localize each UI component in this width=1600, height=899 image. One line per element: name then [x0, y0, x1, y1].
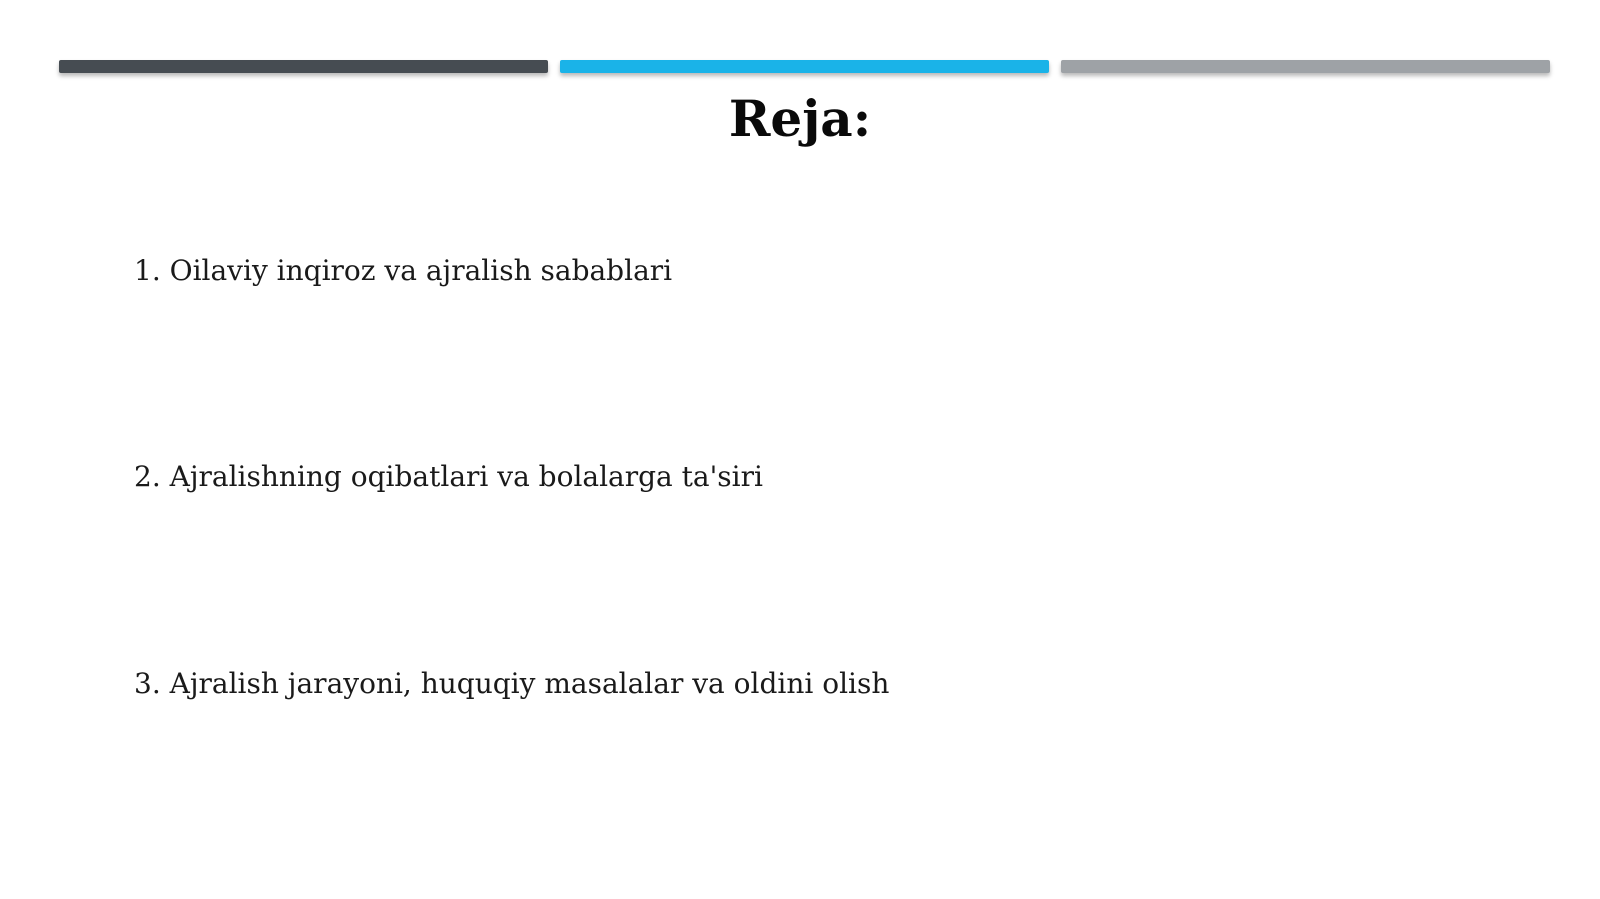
agenda-item: 3. Ajralish jarayoni, huquqiy masalalar va oldini olish [134, 667, 890, 700]
slide-title: Reja: [728, 89, 872, 148]
header-bar-light [1061, 60, 1550, 73]
header-bar-dark [59, 60, 548, 73]
header-bar-accent [560, 60, 1049, 73]
agenda-item: 2. Ajralishning oqibatlari va bolalarga ta'siri [134, 460, 763, 493]
agenda-item: 1. Oilaviy inqiroz va ajralish sabablari [134, 254, 673, 287]
